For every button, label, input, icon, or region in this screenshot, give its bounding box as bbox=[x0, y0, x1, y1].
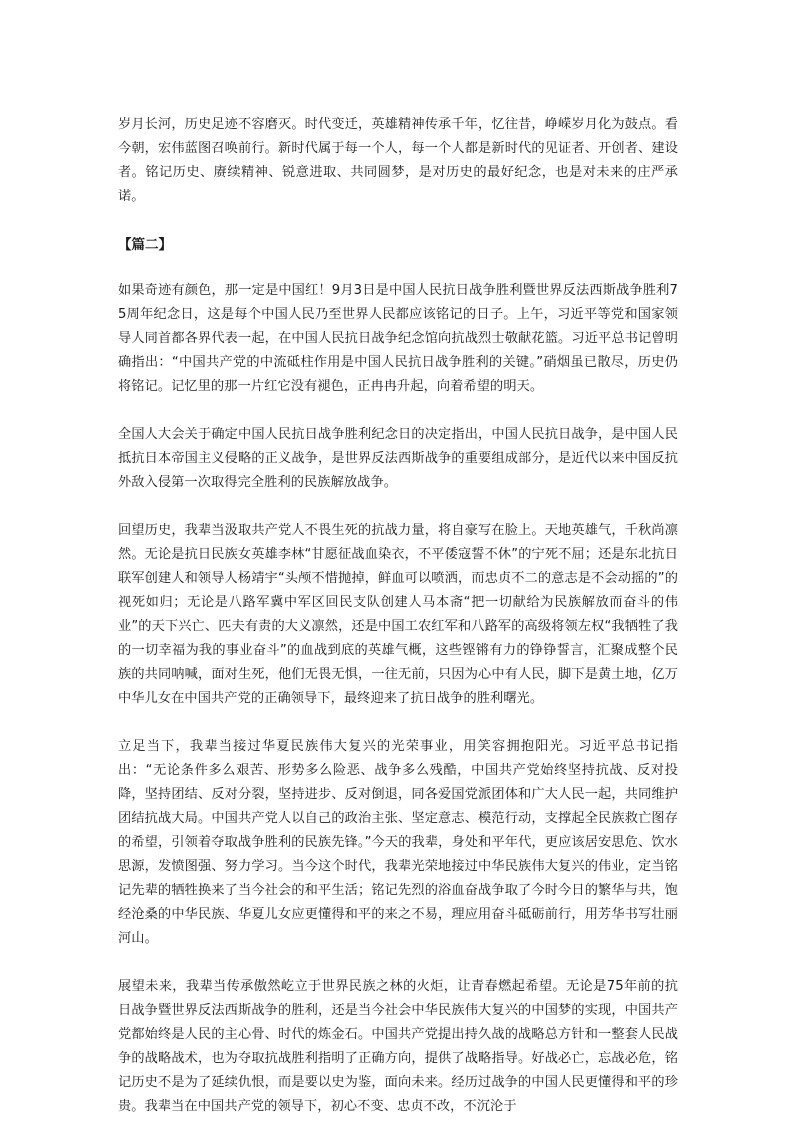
intro-paragraph: 岁月长河，历史足迹不容磨灭。时代变迁，英雄精神传承千年，忆往昔，峥嵘岁月化为鼓点。看今朝，宏伟蓝图召唤前行。新时代属于每一个人，每一个人都是新时代的见证者、开创者、建设者。铭记历史、赓续精神、锐意进取、共同圆梦，是对历史的最好纪念，也是对未来的庄严承诺。 bbox=[118, 117, 678, 204]
body-paragraph-4: 立足当下，我辈当接过华夏民族伟大复兴的光荣事业，用笑容拥抱阳光。习近平总书记指出：“无论条件多么艰苦、形势多么险恶、战争多么残酷，中国共产党始终坚持抗战、反对投降，坚持团结、反对分裂，坚持进步、反对倒退，同各爱国党派团体和广大人民一起，共同维护团结抗战大局。中国共产党人以自己的政治主张、坚定意志、模范行动，支撑起全民族救亡图存的希望，引领着夺取战争胜利的民族先锋。”今天的我辈，身处和平年代，更应该居安思危、饮水思源，发愤图强、努力学习。当今这个时代，我辈光荣地接过中华民族伟大复兴的伟业，定当铭记先辈的牺牲换来了当今社会的和平生活；铭记先烈的浴血奋战争取了今时今日的繁华与共，饱经沧桑的中华民族、华夏儿女应更懂得和平的来之不易，理应用奋斗砥砺前行，用芳华书写壮丽河山。 bbox=[118, 739, 678, 946]
body-paragraph-5: 展望未来，我辈当传承傲然屹立于世界民族之林的火炬，让青春燃起希望。无论是75年前的抗日战争暨世界反法西斯战争的胜利，还是当今社会中华民族伟大复兴的中国梦的实现，中国共产党都始终是人民的主心骨、时代的炼金石。中国共产党提出持久战的战略总方针和一整套人民战争的战略战术，也为夺取抗战胜利指明了正确方向，提供了战略指导。好战必亡，忘战必危，铭记历史不是为了延续仇恨，而是要以史为鉴，面向未来。经历过战争的中国人民更懂得和平的珍贵。我辈当在中国共产党的领导下，初心不变、忠贞不改，不沉沦于 bbox=[118, 979, 678, 1114]
body-paragraph-2: 全国人大会关于确定中国人民抗日战争胜利纪念日的决定指出，中国人民抗日战争，是中国人民抵抗日本帝国主义侵略的正义战争，是世界反法西斯战争的重要组成部分，是近代以来中国反抗外敌入侵第一次取得完全胜利的民族解放战争。 bbox=[118, 427, 678, 490]
body-paragraph-3: 回望历史，我辈当汲取共产党人不畏生死的抗战力量，将自豪写在脸上。天地英雄气，千秋尚凛然。无论是抗日民族女英雄李林“甘愿征战血染衣，不平倭寇誓不休”的宁死不屈；还是东北抗日联军创建人和领导人杨靖宇“头颅不惜抛掉，鲜血可以喷洒，而忠贞不二的意志是不会动摇的”的视死如归；无论是八路军冀中军区回民支队创建人马本斋“把一切献给为民族解放而奋斗的伟业”的天下兴亡、匹夫有责的大义凛然，还是中国工农红军和八路军的高级将领左权“我牺牲了我的一切幸福为我的事业奋斗”的血战到底的英雄气概，这些铿锵有力的铮铮誓言，汇聚成整个民族的共同呐喊，面对生死，他们无畏无惧，一往无前，只因为心中有人民，脚下是黄土地，亿万中华儿女在中国共产党的正确领导下，最终迎来了抗日战争的胜利曙光。 bbox=[118, 523, 678, 706]
body-paragraph-1: 如果奇迹有颜色，那一定是中国红！9月3日是中国人民抗日战争胜利暨世界反法西斯战争胜利75周年纪念日，这是每个中国人民乃至世界人民都应该铭记的日子。上午，习近平等党和国家领导人同首都各界代表一起，在中国人民抗日战争纪念馆向抗战烈士敬献花篮。习近平总书记曾明确指出：“中国共产党的中流砥柱作用是中国人民抗日战争胜利的关键。”硝烟虽已散尽，历史仍将铭记。记忆里的那一片红它没有褪色，正冉冉升起，向着希望的明天。 bbox=[118, 283, 678, 394]
document-page bbox=[118, 113, 678, 1143]
section-heading: 【篇二】 bbox=[118, 237, 172, 253]
